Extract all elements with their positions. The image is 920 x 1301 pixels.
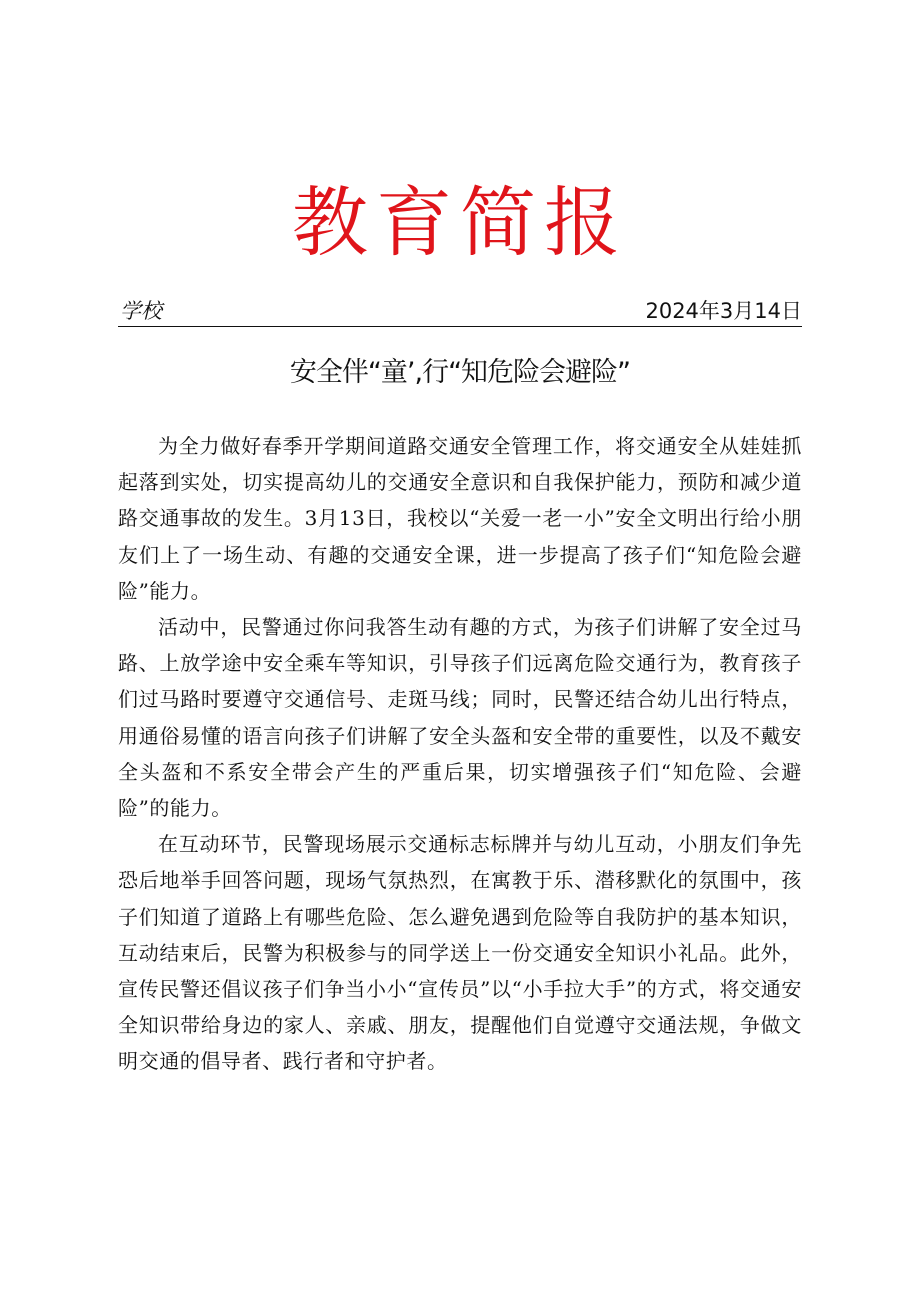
article-headline: 安全伴“童’,行“知危险会避险” (289, 357, 631, 388)
article-paragraph-3: 在互动环节，民警现场展示交通标志标牌并与幼儿互动，小朋友们争先恐后地举手回答问题，现场气氛热烈，在寓教于乐、潜移默化的氛围中，孩子们知道了道路上有哪些危险、怎么避免遇到危险等自我防护的基本知识，互动结束后，民警为积极参与的同学送上一份交通安全知识小礼品。此外，宣传民警还倡议孩子们争当小小“宣传员”以“小手拉大手”的方式，将交通安全知识带给身边的家人、亲戚、朋友，提醒他们自觉遵守交通法规，争做文明交通的倡导者、践行者和守护者。 (118, 832, 802, 1074)
school-label: 学校 (120, 299, 162, 323)
article-paragraph-1: 为全力做好春季开学期间道路交通安全管理工作，将交通安全从娃娃抓起落到实处，切实提高幼儿的交通安全意识和自我保护能力，预防和减少道路交通事故的发生。3月13日，我校以“关爱一老一小”安全文明出行给小朋友们上了一场生动、有趣的交通安全课，进一步提高了孩子们“知危险会避险”能力。 (118, 434, 802, 603)
bulletin-masthead: 教育简报 (292, 178, 628, 267)
masthead-info-line (118, 296, 802, 327)
issue-date: 2024年3月14日 (645, 299, 802, 323)
article-body (118, 428, 802, 1080)
article-paragraph-2: 活动中，民警通过你问我答生动有趣的方式，为孩子们讲解了安全过马路、上放学途中安全乘车等知识，引导孩子们远离危险交通行为，教育孩子们过马路时要遵守交通信号、走斑马线；同时，民警还结合幼儿出行特点，用通俗易懂的语言向孩子们讲解了安全头盔和安全带的重要性，以及不戴安全头盔和不系安全带会产生的严重后果，切实增强孩子们“知危险、会避险”的能力。 (118, 615, 802, 821)
